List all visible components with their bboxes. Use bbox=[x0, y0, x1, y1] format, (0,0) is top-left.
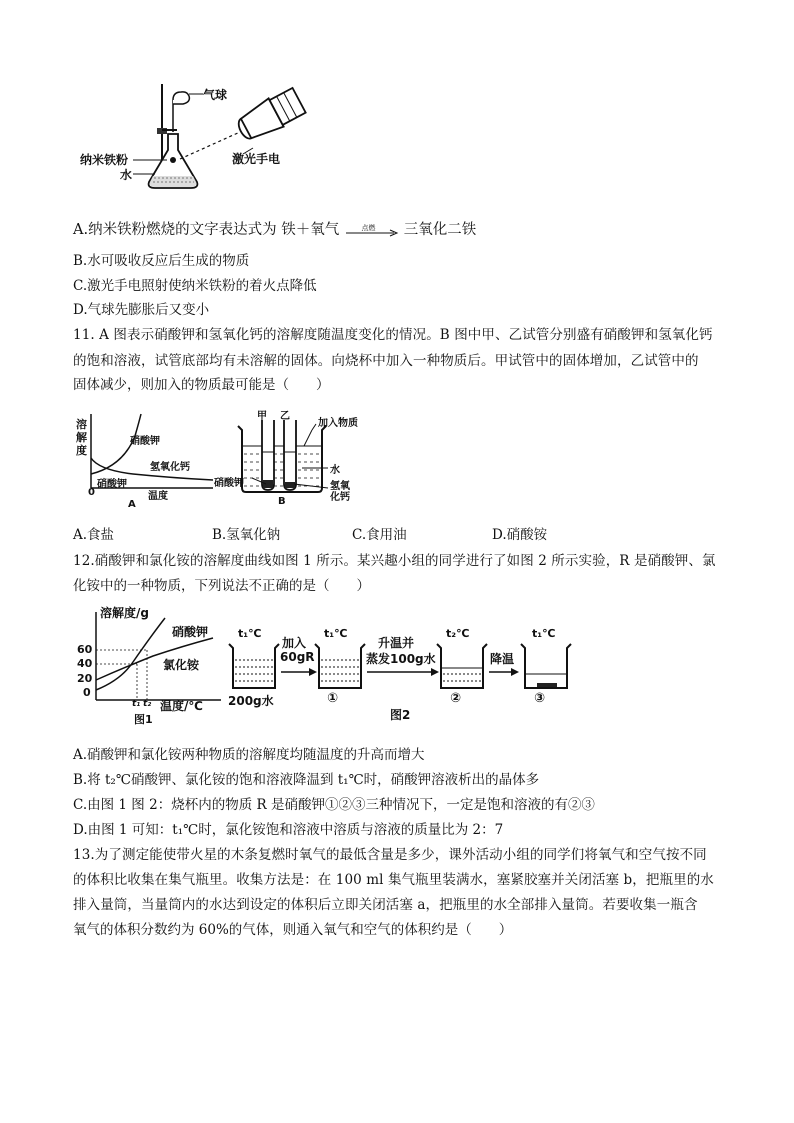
iron-powder-label: 纳米铁粉 bbox=[80, 153, 129, 167]
fig2-name: 图2 bbox=[390, 708, 411, 722]
fig1-ytick-20: 20 bbox=[77, 672, 93, 685]
balloon-label: 气球 bbox=[203, 88, 228, 102]
fig-b-water: 水 bbox=[330, 465, 340, 476]
fig1-xlabel: 温度/℃ bbox=[160, 699, 203, 713]
fig-a-kno3: 硝酸钾 bbox=[130, 436, 160, 447]
q12-option-c: C.由图 1 图 2：烧杯内的物质 R 是硝酸钾①②③三种情况下，一定是饱和溶液的有②③ bbox=[73, 797, 595, 813]
q11-option-b: B.氢氧化钠 bbox=[212, 527, 281, 543]
fig-a-ylabel: 溶解度 bbox=[76, 418, 87, 457]
q12-stem-line1: 12.硝酸钾和氯化铵的溶解度曲线如图 1 所示。某兴趣小组的同学进行了如图 2 所示实验，R 是硝酸钾、氯 bbox=[73, 553, 716, 569]
q11-stem-line2: 的饱和溶液，试管底部均有未溶解的固体。向烧杯中加入一种物质后。甲试管中的固体增加，乙试管中的 bbox=[73, 353, 699, 369]
fig2-step1-b: 60gR bbox=[280, 650, 315, 664]
q13-stem-line2: 的体积比收集在集气瓶里。收集方法是：在 100 ml 集气瓶里装满水，塞紧胶塞并关闭活塞 b，把瓶里的水 bbox=[73, 872, 714, 888]
fig-a-origin: 0 bbox=[88, 487, 95, 498]
fig1-ytick-40: 40 bbox=[77, 657, 93, 670]
fig1-kno3: 硝酸钾 bbox=[172, 625, 209, 639]
fig-b-add: 加入物质 bbox=[318, 418, 358, 429]
fig-b-caoh: 氢氧化钙 bbox=[330, 481, 350, 503]
reaction-condition: 点燃 bbox=[361, 223, 376, 232]
fig-a-kno3-2: 硝酸钾 bbox=[97, 479, 127, 490]
q12-stem-line2: 化铵中的一种物质，下列说法不正确的是（ ） bbox=[73, 578, 370, 594]
fig2-num-2: ② bbox=[450, 691, 462, 706]
q11-option-a: A.食盐 bbox=[73, 527, 115, 543]
fig1-ylabel: 溶解度/g bbox=[100, 606, 149, 620]
q11-stem-line1: 11. A 图表示硝酸钾和氢氧化钙的溶解度随温度变化的情况。B 图中甲、乙试管分别盛有硝酸钾和氢氧化钙 bbox=[73, 327, 713, 343]
q13-stem-line1: 13.为了测定能使带火星的木条复燃时氧气的最低含量是多少，课外活动小组的同学们将氧气和空气按不同 bbox=[73, 847, 707, 863]
fig2-temp-0: t₁℃ bbox=[238, 627, 262, 640]
reaction-arrow bbox=[344, 224, 400, 238]
flask-laser-figure bbox=[75, 82, 315, 194]
q13-stem-line4: 氧气的体积分数约为 60%的气体，则通入氧气和空气的体积约是（ ） bbox=[73, 922, 513, 938]
fig2-step2-b: 蒸发100g水 bbox=[366, 652, 436, 666]
fig-a-name: A bbox=[128, 499, 136, 510]
q11-option-d: D.硝酸铵 bbox=[492, 527, 548, 543]
fig1-t2: t₂ bbox=[143, 699, 152, 709]
q12-option-d: D.由图 1 可知：t₁℃时，氯化铵饱和溶液中溶质与溶液的质量比为 2：7 bbox=[73, 822, 504, 838]
fig-b-jia: 甲 bbox=[257, 411, 267, 422]
fig1-t1: t₁ bbox=[132, 699, 141, 709]
water-label: 水 bbox=[120, 168, 133, 182]
fig2-step3: 降温 bbox=[490, 652, 515, 666]
q10-option-a-pre: A.纳米铁粉燃烧的文字表达式为 铁＋氧气 bbox=[73, 222, 340, 238]
fig-b-yi: 乙 bbox=[280, 411, 290, 422]
fig2-water: 200g水 bbox=[228, 694, 274, 708]
fig2-step2-a: 升温并 bbox=[378, 636, 415, 650]
fig2-num-3: ③ bbox=[534, 691, 546, 706]
fig2-temp-3: t₁℃ bbox=[532, 627, 556, 640]
q12-option-a: A.硝酸钾和氯化铵两种物质的溶解度均随温度的升高而增大 bbox=[73, 747, 425, 763]
fig2-step1-a: 加入 bbox=[282, 636, 307, 650]
q11-option-c: C.食用油 bbox=[352, 527, 407, 543]
fig1-nh4cl: 氯化铵 bbox=[163, 658, 200, 672]
laser-label: 激光手电 bbox=[232, 152, 281, 166]
q10-option-b: B.水可吸收反应后生成的物质 bbox=[73, 253, 250, 269]
q12-option-b: B.将 t₂℃硝酸钾、氯化铵的饱和溶液降温到 t₁℃时，硝酸钾溶液析出的晶体多 bbox=[73, 772, 540, 788]
fig2-num-1: ① bbox=[327, 691, 339, 706]
q10-option-a bbox=[73, 221, 476, 239]
fig1-ytick-60: 60 bbox=[77, 643, 93, 656]
fig-b-name: B bbox=[278, 496, 286, 507]
q10-option-a-post: 三氧化二铁 bbox=[403, 222, 477, 238]
fig-b-kno3: 硝酸钾 bbox=[214, 478, 244, 489]
q13-stem-line3: 排入量筒，当量筒内的水达到设定的体积后立即关闭活塞 a，把瓶里的水全部排入量筒。若要收集一瓶含 bbox=[73, 897, 698, 913]
q10-option-c: C.激光手电照射使纳米铁粉的着火点降低 bbox=[73, 278, 317, 294]
q10-option-d: D.气球先膨胀后又变小 bbox=[73, 302, 210, 318]
fig2-temp-2: t₂℃ bbox=[446, 627, 470, 640]
fig2-temp-1: t₁℃ bbox=[324, 627, 348, 640]
fig-a-xlabel: 温度 bbox=[148, 491, 168, 502]
fig1-ytick-0: 0 bbox=[83, 686, 91, 699]
fig1-name: 图1 bbox=[134, 713, 153, 726]
fig-a-caoh: 氢氧化钙 bbox=[150, 462, 190, 473]
q11-stem-line3: 固体减少，则加入的物质最可能是（ ） bbox=[73, 377, 330, 393]
